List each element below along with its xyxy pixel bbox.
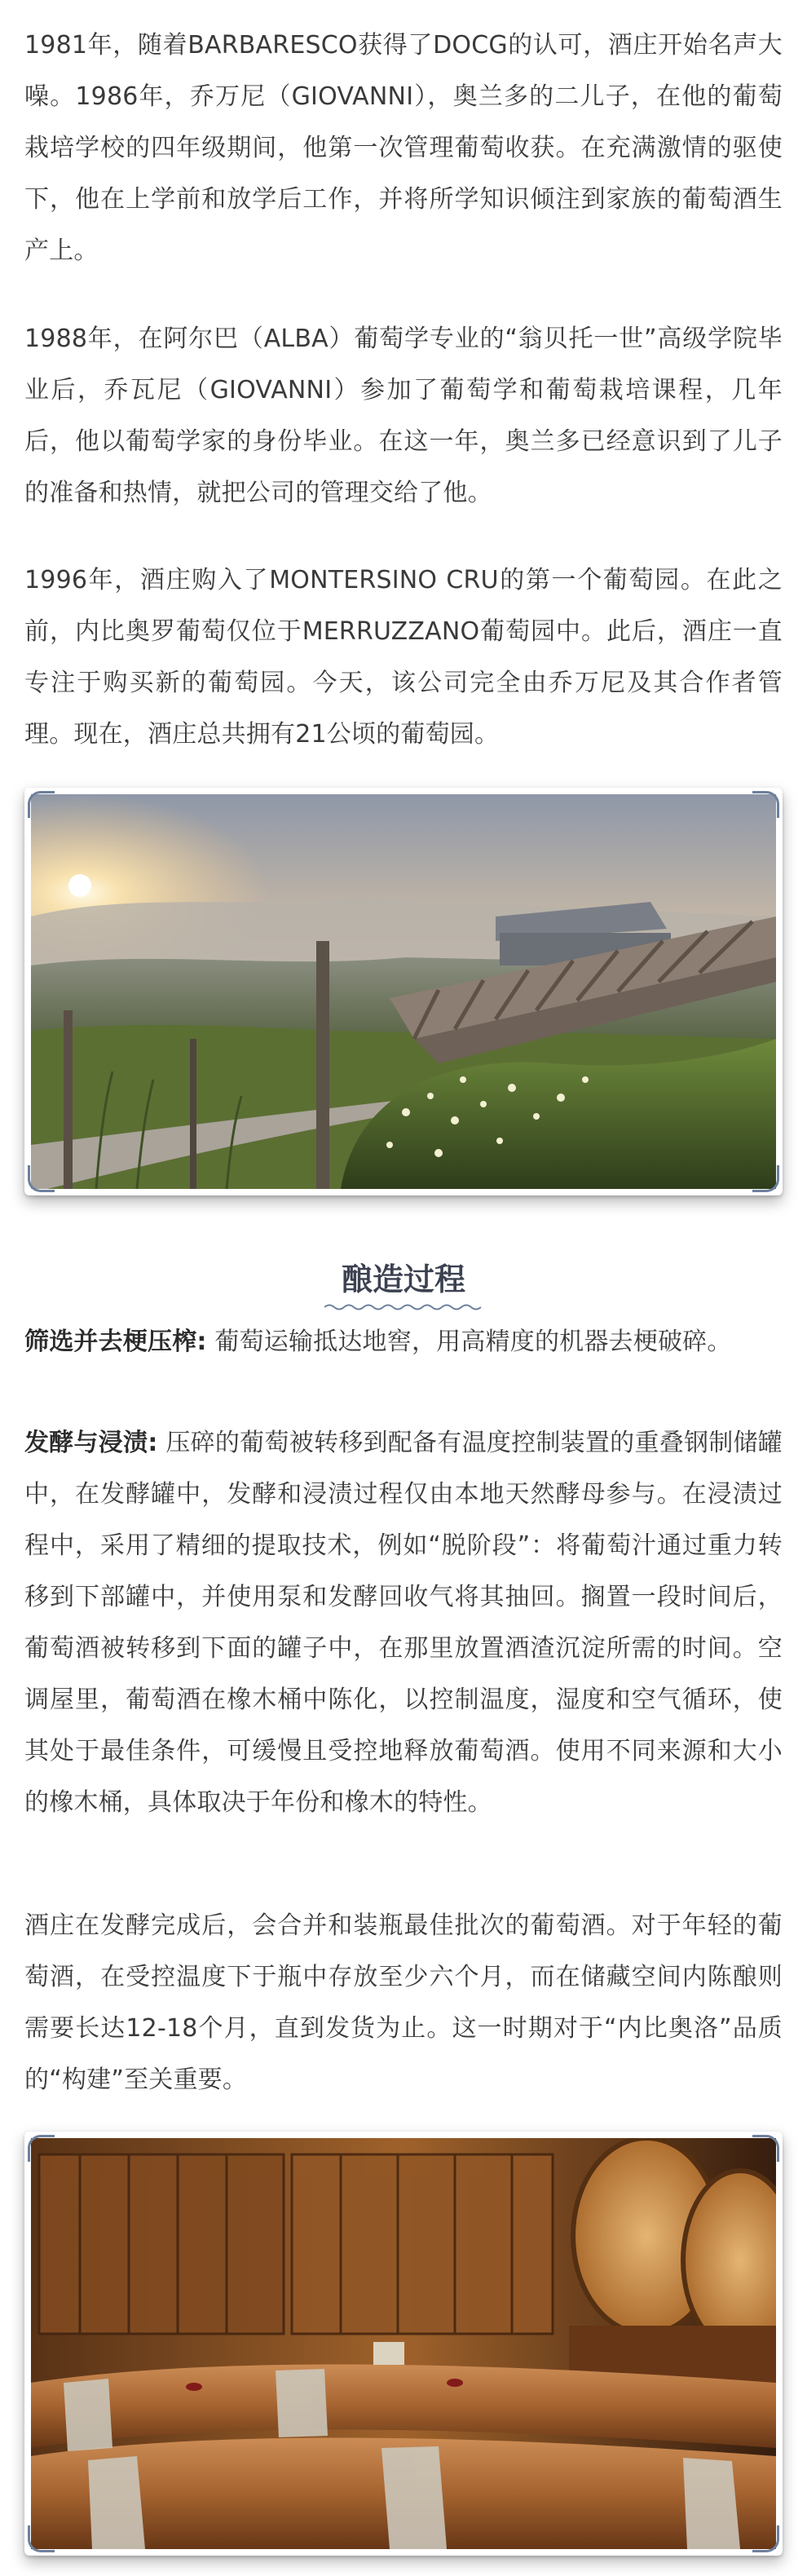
frame-corner	[28, 2135, 55, 2162]
vineyard-sunset-image	[31, 794, 776, 1189]
frame-corner	[28, 1165, 55, 1192]
sorting-label: 筛选并去梗压榨:	[24, 1328, 207, 1356]
vineyard-photo	[24, 788, 783, 1195]
frame-corner	[28, 2525, 55, 2552]
fermentation-paragraph	[24, 1417, 783, 1828]
frame-corner	[752, 2525, 779, 2552]
fermentation-label: 发酵与浸渍:	[24, 1429, 158, 1457]
title-underline-decoration	[324, 1303, 483, 1311]
cellar-photo	[24, 2132, 783, 2556]
oak-barrel-image	[31, 2138, 776, 2549]
fermentation-text: 压碎的葡萄被转移到配备有温度控制装置的重叠钢制储罐中，在发酵罐中，发酵和浸渍过程仅由本地天然酵母参与。在浸渍过程中，采用了精细的提取技术，例如“脱阶段”：将葡萄汁通过重力转移到下部罐中，并使用泵和发酵回收气将其抽回。搁置一段时间后，葡萄酒被转移到下面的罐子中，在那里放置酒渣沉淀所需的时间。空调屋里，葡萄酒在橡木桶中陈化，以控制温度，湿度和空气循环，使其处于最佳条件，可缓慢且受控地释放葡萄酒。使用不同来源和大小的橡木桶，具体取决于年份和橡木的特性。	[24, 1429, 783, 1817]
bottling-paragraph: 酒庄在发酵完成后，会合并和装瓶最佳批次的葡萄酒。对于年轻的葡萄酒，在受控温度下于瓶中存放至少六个月，而在储藏空间内陈酿则需要长达12-18个月，直到发货为止。这一时期对于“内比奥洛”品质的“构建”至关重要。	[24, 1911, 783, 2094]
frame-corner	[752, 791, 779, 818]
section-title: 酿造过程	[341, 1261, 465, 1297]
frame-corner	[752, 2135, 779, 2162]
sorting-paragraph	[24, 1316, 783, 1368]
history-paragraph-2: 1988年，在阿尔巴（ALBA）葡萄学专业的“翁贝托一世”高级学院毕业后，乔瓦尼（GIOVANNI）参加了葡萄学和葡萄栽培课程，几年后，他以葡萄学家的身份毕业。在这一年，奥兰多已经意识到了儿子的准备和热情，就把公司的管理交给了他。	[24, 325, 783, 507]
history-paragraph-3: 1996年，酒庄购入了MONTERSINO CRU的第一个葡萄园。在此之前，内比奥罗葡萄仅位于MERRUZZANO葡萄园中。此后，酒庄一直专注于购买新的葡萄园。今天，该公司完全由乔万尼及其合作者管理。现在，酒庄总共拥有21公顷的葡萄园。	[24, 566, 783, 749]
sorting-text: 葡萄运输抵达地窖，用高精度的机器去梗破碎。	[206, 1328, 732, 1356]
history-paragraph-1: 1981年，随着BARBARESCO获得了DOCG的认可，酒庄开始名声大噪。1986年，乔万尼（GIOVANNI），奥兰多的二儿子，在他的葡萄栽培学校的四年级期间，他第一次管理葡萄收获。在充满激情的驱使下，他在上学前和放学后工作，并将所学知识倾注到家族的葡萄酒生产上。	[24, 31, 783, 265]
frame-corner	[28, 791, 55, 818]
frame-corner	[752, 1165, 779, 1192]
